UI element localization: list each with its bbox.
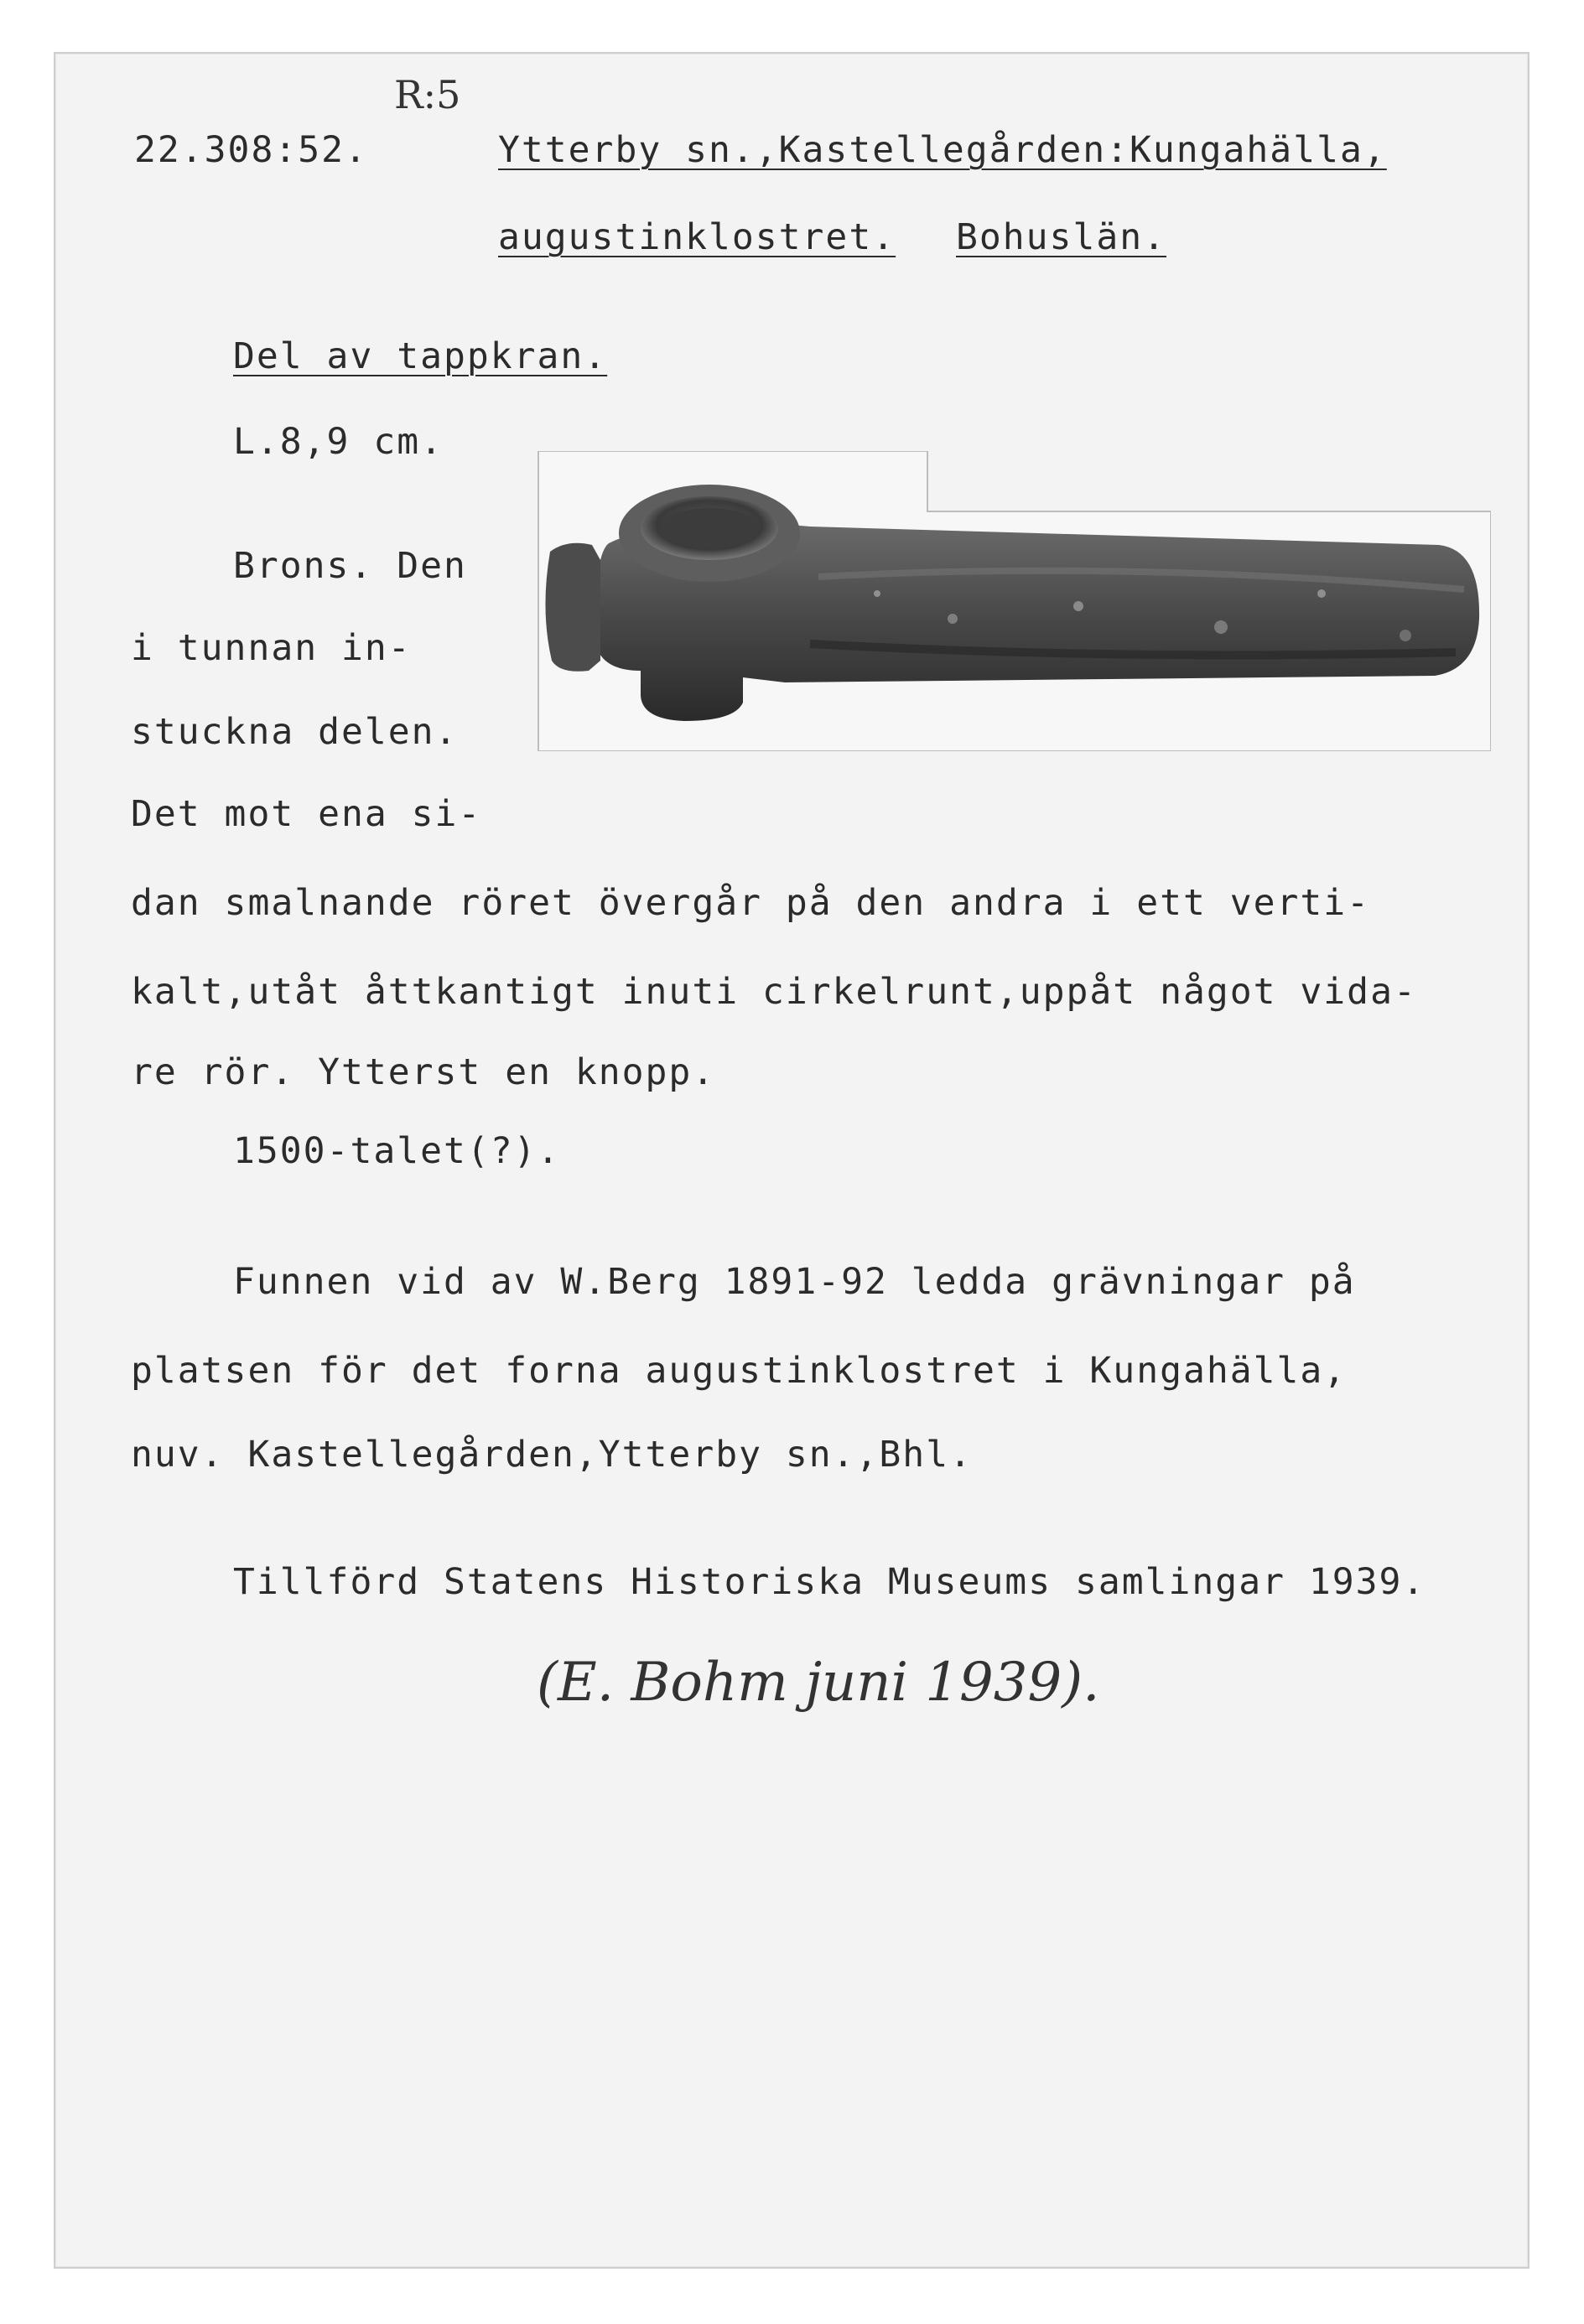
location-line-2b: Bohuslän. [956,216,1166,258]
desc-line: stuckna delen. [131,711,459,753]
desc-line: re rör. Ytterst en knopp. [131,1051,716,1093]
catalog-number: 22.308:52. [134,129,368,171]
desc-line: Det mot ena si- [131,793,482,835]
find-line: nuv. Kastellegården,Ytterby sn.,Bhl. [131,1434,973,1476]
desc-line: dan smalnande röret övergår på den andra i ett verti- [131,882,1371,924]
find-line: Funnen vid av W.Berg 1891-92 ledda grävningar på [233,1261,1356,1303]
desc-line: i tunnan in- [131,627,412,669]
dating: 1500-talet(?). [233,1130,561,1172]
object-photo [533,451,1491,751]
desc-line: kalt,utåt åttkantigt inuti cirkelrunt,uppåt något vida- [131,971,1417,1013]
desc-line: Brons. Den [233,545,467,587]
location-line-1: Ytterby sn.,Kastellegården:Kungahälla, [498,129,1387,171]
catalog-mark: R:5 [394,72,461,117]
handwritten-signature: (E. Bohm juni 1939). [537,1652,1100,1714]
location-line-2a: augustinklostret. [498,216,896,258]
acquisition-note: Tillförd Statens Historiska Museums samlingar 1939. [233,1561,1426,1603]
object-title: Del av tappkran. [233,335,608,377]
find-line: platsen för det forna augustinklostret i Kungahälla, [131,1350,1348,1392]
length: L.8,9 cm. [233,421,444,463]
